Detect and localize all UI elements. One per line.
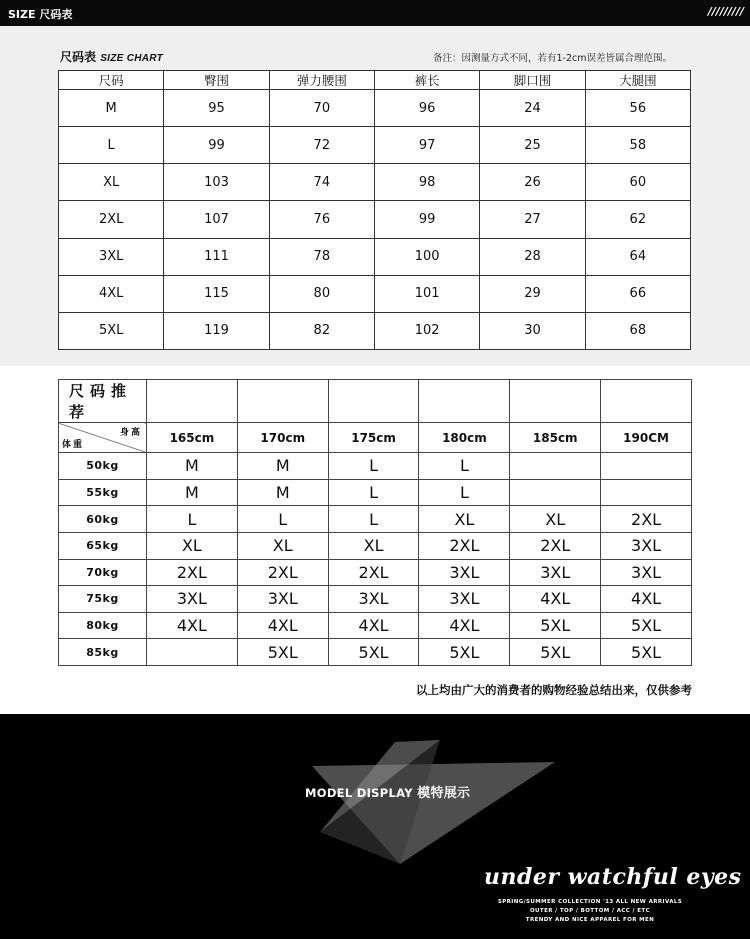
- rec-size-cell: 3XL: [419, 559, 510, 586]
- size-chart-table: [58, 70, 691, 350]
- measurement-cell: 25: [480, 127, 585, 164]
- model-display-label: [305, 782, 470, 801]
- rec-weight-row: [59, 639, 692, 666]
- rec-size-cell: 5XL: [601, 639, 692, 666]
- rec-size-cell: M: [237, 453, 328, 480]
- rec-size-cell: 4XL: [237, 612, 328, 639]
- size-label-cell: 2XL: [59, 201, 164, 238]
- rec-size-cell: 2XL: [510, 532, 601, 559]
- measurement-cell: 78: [269, 238, 374, 275]
- size-label-cell: 5XL: [59, 312, 164, 349]
- model-display-en: MODEL DISPLAY: [305, 786, 413, 800]
- rec-size-cell: XL: [328, 532, 419, 559]
- rec-weight-row: [59, 586, 692, 613]
- size-label-cell: L: [59, 127, 164, 164]
- measurement-cell: 26: [480, 164, 585, 201]
- rec-size-cell: 5XL: [237, 639, 328, 666]
- size-label-cell: M: [59, 90, 164, 127]
- rec-size-cell: 4XL: [328, 612, 419, 639]
- measurement-cell: 103: [164, 164, 269, 201]
- measurement-cell: 80: [269, 275, 374, 312]
- measurement-cell: 100: [374, 238, 479, 275]
- rec-size-cell: L: [419, 479, 510, 506]
- rec-height-header: 190CM: [601, 423, 692, 453]
- rec-size-cell: XL: [237, 532, 328, 559]
- col-header-size: 尺码: [59, 71, 164, 90]
- rec-size-cell: 4XL: [510, 586, 601, 613]
- rec-size-cell: 5XL: [601, 612, 692, 639]
- rec-weight-cell: 85kg: [59, 639, 147, 666]
- col-header-length: 裤长: [374, 71, 479, 90]
- col-header-waist: 弹力腰围: [269, 71, 374, 90]
- rec-size-cell: L: [328, 453, 419, 480]
- rec-weight-row: [59, 453, 692, 480]
- rec-weight-cell: 60kg: [59, 506, 147, 533]
- rec-size-cell: [601, 479, 692, 506]
- rec-size-cell: 5XL: [419, 639, 510, 666]
- size-chart-row: [59, 201, 691, 238]
- rec-weight-row: [59, 506, 692, 533]
- rec-height-label: 身高: [119, 428, 142, 438]
- measurement-cell: 30: [480, 312, 585, 349]
- measurement-cell: 58: [585, 127, 690, 164]
- rec-size-cell: 3XL: [601, 532, 692, 559]
- size-chart-row: [59, 238, 691, 275]
- rec-size-cell: [510, 453, 601, 480]
- rec-size-cell: [510, 479, 601, 506]
- measurement-cell: 68: [585, 312, 690, 349]
- col-header-hem: 脚口围: [480, 71, 585, 90]
- rec-weight-cell: 80kg: [59, 612, 147, 639]
- rec-size-cell: M: [147, 453, 238, 480]
- measurement-cell: 60: [585, 164, 690, 201]
- rec-size-cell: 2XL: [237, 559, 328, 586]
- size-label-cell: XL: [59, 164, 164, 201]
- rec-title-row: [59, 380, 692, 423]
- measurement-cell: 111: [164, 238, 269, 275]
- measurement-cell: 99: [374, 201, 479, 238]
- rec-weight-row: [59, 559, 692, 586]
- measurement-cell: 76: [269, 201, 374, 238]
- rec-size-cell: 2XL: [419, 532, 510, 559]
- rec-height-row: [59, 423, 692, 453]
- measurement-cell: 66: [585, 275, 690, 312]
- rec-size-cell: [147, 639, 238, 666]
- measurement-cell: 74: [269, 164, 374, 201]
- measurement-cell: 56: [585, 90, 690, 127]
- measurement-cell: 27: [480, 201, 585, 238]
- col-header-hip: 臀围: [164, 71, 269, 90]
- model-display-banner: [0, 714, 750, 939]
- rec-height-header: 175cm: [328, 423, 419, 453]
- measurement-cell: 62: [585, 201, 690, 238]
- rec-size-cell: 4XL: [419, 612, 510, 639]
- rec-weight-row: [59, 532, 692, 559]
- rec-disclaimer: 以上均由广大的消费者的购物经验总结出来，仅供参考: [416, 683, 692, 697]
- measurement-cell: 101: [374, 275, 479, 312]
- banner-tagline: OUTER / TOP / BOTTOM / ACC / ETC: [529, 908, 651, 914]
- rec-size-cell: 3XL: [147, 586, 238, 613]
- size-chart-row: [59, 275, 691, 312]
- size-chart-row: [59, 127, 691, 164]
- measurement-cell: 98: [374, 164, 479, 201]
- rec-size-cell: 2XL: [328, 559, 419, 586]
- size-recommendation-section: [58, 379, 692, 666]
- rec-title: 尺码推荐: [59, 380, 147, 423]
- col-header-thigh: 大腿围: [585, 71, 690, 90]
- banner-tagline: SPRING/SUMMER COLLECTION '13 ALL NEW ARRIVALS: [497, 899, 683, 905]
- rec-weight-cell: 55kg: [59, 479, 147, 506]
- rec-size-cell: 4XL: [601, 586, 692, 613]
- rec-size-cell: 5XL: [510, 639, 601, 666]
- rec-size-cell: 3XL: [601, 559, 692, 586]
- rec-size-cell: 3XL: [328, 586, 419, 613]
- rec-size-cell: L: [147, 506, 238, 533]
- rec-size-cell: 2XL: [601, 506, 692, 533]
- size-chart-row: [59, 90, 691, 127]
- rec-size-cell: M: [237, 479, 328, 506]
- rec-size-cell: L: [419, 453, 510, 480]
- measurement-cell: 24: [480, 90, 585, 127]
- rec-weight-row: [59, 479, 692, 506]
- size-label-cell: 3XL: [59, 238, 164, 275]
- measurement-cell: 28: [480, 238, 585, 275]
- rec-height-header: 170cm: [237, 423, 328, 453]
- rec-size-cell: XL: [510, 506, 601, 533]
- size-chart-row: [59, 312, 691, 349]
- rec-size-cell: 3XL: [237, 586, 328, 613]
- banner-tagline: TRENDY AND NICE APPAREL FOR MEN: [525, 917, 655, 923]
- rec-weight-cell: 65kg: [59, 532, 147, 559]
- size-chart-section: [0, 26, 750, 366]
- size-chart-heading-en: SIZE CHART: [100, 53, 164, 64]
- measurement-cell: 72: [269, 127, 374, 164]
- rec-size-cell: 3XL: [510, 559, 601, 586]
- size-chart-heading-cn: 尺码表: [60, 50, 97, 64]
- rec-weight-cell: 75kg: [59, 586, 147, 613]
- rec-weight-label: 体重: [62, 440, 85, 450]
- measurement-cell: 70: [269, 90, 374, 127]
- measurement-cell: 102: [374, 312, 479, 349]
- rec-size-cell: 3XL: [419, 586, 510, 613]
- rec-size-cell: [601, 453, 692, 480]
- top-bar: [0, 0, 750, 26]
- rec-size-cell: L: [328, 506, 419, 533]
- rec-size-cell: 5XL: [328, 639, 419, 666]
- size-label-cell: 4XL: [59, 275, 164, 312]
- size-recommendation-table: [58, 379, 692, 666]
- rec-size-cell: 4XL: [147, 612, 238, 639]
- measurement-cell: 99: [164, 127, 269, 164]
- rec-size-cell: L: [237, 506, 328, 533]
- rec-weight-cell: 50kg: [59, 453, 147, 480]
- rec-height-header: 185cm: [510, 423, 601, 453]
- measurement-cell: 119: [164, 312, 269, 349]
- measurement-cell: 82: [269, 312, 374, 349]
- rec-height-header: 180cm: [419, 423, 510, 453]
- rec-size-cell: XL: [419, 506, 510, 533]
- top-bar-title: SIZE 尺码表: [8, 8, 73, 21]
- rec-height-header: 165cm: [147, 423, 238, 453]
- measurement-cell: 29: [480, 275, 585, 312]
- banner-triangles: [0, 714, 750, 939]
- measurement-cell: 97: [374, 127, 479, 164]
- size-chart-row: [59, 164, 691, 201]
- rec-weight-cell: 70kg: [59, 559, 147, 586]
- size-chart-header-row: [59, 71, 691, 90]
- measurement-cell: 115: [164, 275, 269, 312]
- rec-size-cell: 2XL: [147, 559, 238, 586]
- size-chart-body: [59, 90, 691, 350]
- rec-size-cell: L: [328, 479, 419, 506]
- model-display-cn: 模特展示: [417, 786, 471, 801]
- measurement-cell: 64: [585, 238, 690, 275]
- measurement-cell: 95: [164, 90, 269, 127]
- top-bar-decoration: /////////: [707, 5, 744, 18]
- size-chart-note: 备注：因测量方式不同，若有1-2cm误差皆属合理范围。: [433, 53, 672, 64]
- rec-size-cell: XL: [147, 532, 238, 559]
- size-chart-heading: [60, 48, 163, 65]
- rec-axis-corner: [59, 423, 147, 453]
- rec-size-cell: M: [147, 479, 238, 506]
- banner-script-text: under watchful eyes: [484, 864, 742, 890]
- rec-size-cell: 5XL: [510, 612, 601, 639]
- measurement-cell: 96: [374, 90, 479, 127]
- measurement-cell: 107: [164, 201, 269, 238]
- rec-weight-row: [59, 612, 692, 639]
